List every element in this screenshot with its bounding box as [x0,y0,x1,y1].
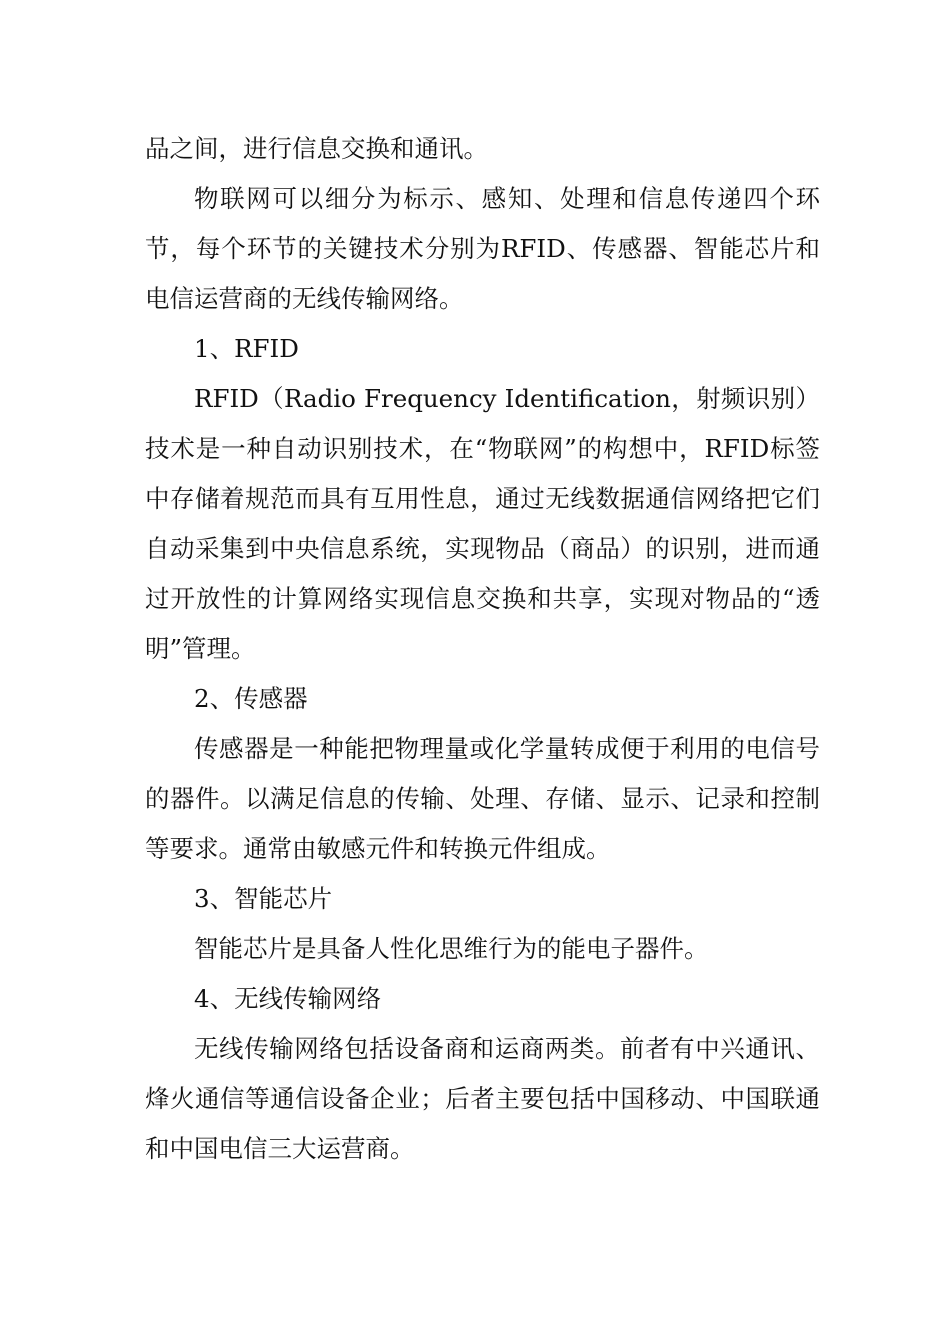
document-body [145,124,820,1174]
section-heading-rfid: 1、RFID [194,334,299,363]
paragraph-iot-overview: 物联网可以细分为标示、感知、处理和信息传递四个环节，每个环节的关键技术分别为RFID、传感器、智能芯片和电信运营商的无线传输网络。 [145,184,820,313]
paragraph-smart-chip: 智能芯片是具备人性化思维行为的能电子器件。 [194,934,709,963]
paragraph-rfid: RFID（Radio Frequency Identification，射频识别）技术是一种自动识别技术，在“物联网”的构想中，RFID标签中存储着规范而具有互用性息，通过无线数据通信网络把它们自动采集到中央信息系统，实现物品（商品）的识别，进而通过开放性的计算网络实现信息交换和共享，实现对物品的“透明”管理。 [145,384,820,663]
paragraph-continuation: 品之间，进行信息交换和通讯。 [145,134,488,163]
section-heading-wireless-network: 4、无线传输网络 [194,984,382,1013]
section-heading-smart-chip: 3、智能芯片 [194,884,333,913]
paragraph-sensor: 传感器是一种能把物理量或化学量转成便于利用的电信号的器件。以满足信息的传输、处理、存储、显示、记录和控制等要求。通常由敏感元件和转换元件组成。 [145,734,820,863]
paragraph-wireless-network: 无线传输网络包括设备商和运商两类。前者有中兴通讯、烽火通信等通信设备企业；后者主要包括中国移动、中国联通和中国电信三大运营商。 [145,1034,820,1163]
section-heading-sensor: 2、传感器 [194,684,308,713]
